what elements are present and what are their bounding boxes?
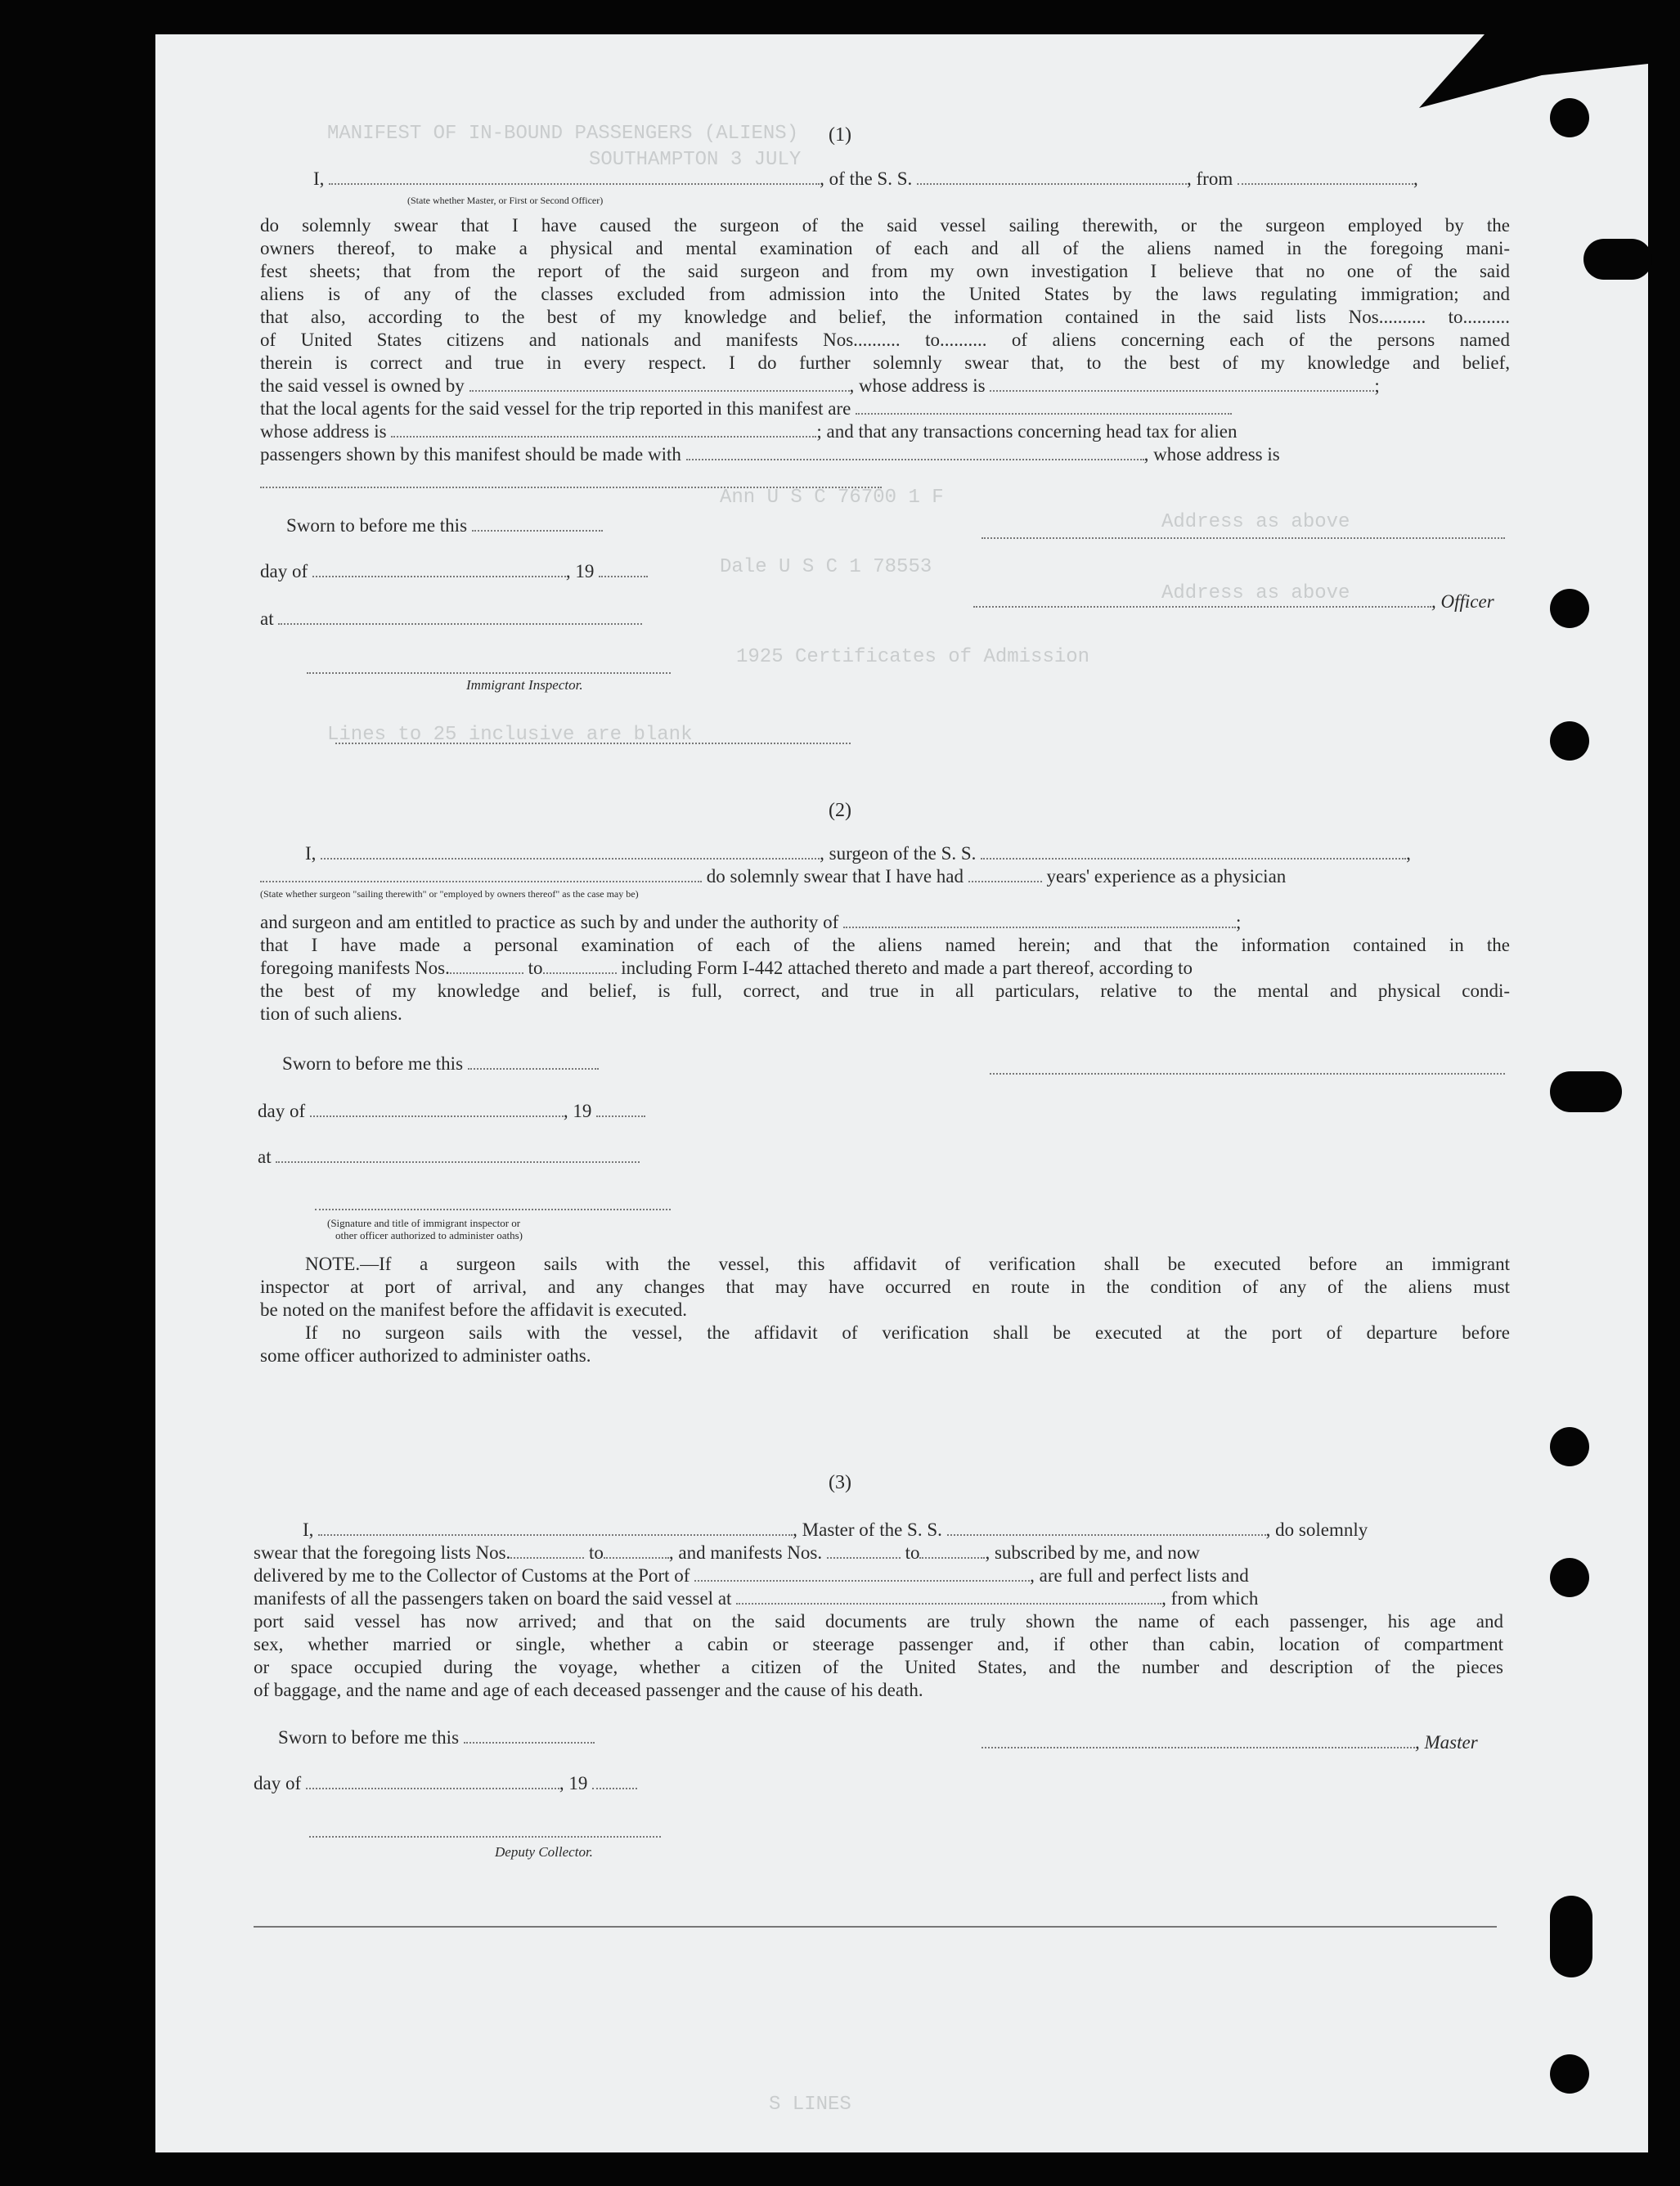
day-of-field[interactable] [306, 1773, 559, 1789]
sworn-date-field[interactable] [472, 515, 603, 532]
body-line: do solemnly swear that I have caused the surgeon of the said vessel sailing therewith, or the surgeon employed by the [260, 215, 1510, 236]
collector-signature-line[interactable] [309, 1836, 661, 1838]
body-line: that also, according to the best of my knowledge and belief, the information contained in the said lists Nos.......... to.......... [260, 307, 1510, 327]
local-agents-field[interactable] [856, 398, 1232, 415]
note-line: be noted on the manifest before the affidavit is executed. [260, 1299, 687, 1320]
surgeon-vessel-field[interactable] [981, 843, 1406, 860]
inspector-signature-line[interactable] [315, 1209, 671, 1210]
note-line: NOTE.—If a surgeon sails with the vessel, this affidavit of verification shall be executed before an immigrant [305, 1254, 1510, 1274]
body-line: aliens is of any of the classes excluded from admission into the United States by the laws regulating immigration; and [260, 284, 1510, 304]
agents-address-field[interactable] [391, 421, 816, 438]
surgeon-line-3: and surgeon and am entitled to practice as such by and under the authority of ; [260, 912, 1242, 932]
vessel-name-field[interactable] [917, 168, 1187, 185]
manifest-to-field[interactable] [543, 958, 617, 974]
punch-hole [1550, 1896, 1592, 1977]
officer-signature-field[interactable] [973, 591, 1431, 608]
body-line: sex, whether married or single, whether a cabin or steerage passenger and, if other than cabin, location of compartment [254, 1634, 1503, 1654]
punch-hole [1550, 1558, 1589, 1597]
bleed-through-row: Address as above [1161, 582, 1350, 604]
day-of-label: day of , 19 [260, 561, 648, 582]
day-of-label: day of , 19 [258, 1101, 645, 1122]
day-of-label: day of , 19 [254, 1773, 637, 1794]
note-line: inspector at port of arrival, and any changes that may have occurred en route in the condition of any of the aliens must [260, 1277, 1510, 1297]
signature-note: other officer authorized to administer oaths) [335, 1229, 523, 1241]
head-tax-address-field[interactable] [260, 487, 882, 488]
surgeon-status-note: (State whether surgeon "sailing therewith" or "employed by owners thereof" as the case may be) [260, 888, 639, 900]
head-tax-contact-field[interactable] [686, 444, 1144, 460]
master-line-3: delivered by me to the Collector of Customs at the Port of , are full and perfect lists and [254, 1565, 1249, 1586]
body-line: of baggage, and the name and age of each deceased passenger and the cause of his death. [254, 1680, 923, 1700]
years-experience-field[interactable] [968, 866, 1042, 882]
section-1-line-1: I, , of the S. S. , from , [313, 168, 1418, 189]
master-signature-line: , Master [981, 1732, 1478, 1753]
manifest-from-field[interactable] [450, 958, 523, 974]
signature-note: (Signature and title of immigrant inspector or [327, 1217, 521, 1229]
master-line-1: I, , Master of the S. S. , do solemnly [303, 1519, 1368, 1540]
lists-to-field[interactable] [604, 1542, 669, 1559]
sworn-date-field[interactable] [464, 1727, 595, 1744]
lists-from-field[interactable] [510, 1542, 584, 1559]
surgeon-line-1: I, , surgeon of the S. S. , [305, 843, 1411, 864]
bottom-rule [254, 1926, 1497, 1928]
punch-hole [1550, 1427, 1589, 1466]
manifests-from-field[interactable] [827, 1542, 901, 1559]
bleed-through-row: Ann U S C 76700 1 F [720, 487, 944, 509]
embark-port-field[interactable] [736, 1588, 1161, 1605]
bleed-through-heading: MANIFEST OF IN-BOUND PASSENGERS (ALIENS) [327, 123, 799, 145]
owner-line: the said vessel is owned by , whose address is ; [260, 375, 1380, 396]
day-of-field[interactable] [312, 561, 566, 577]
year-field[interactable] [592, 1773, 637, 1789]
bleed-through-row: 1925 Certificates of Admission [736, 646, 1090, 668]
master-signature-field[interactable] [981, 1732, 1415, 1748]
body-line: owners thereof, to make a physical and mental examination of each and all of the aliens named in the foregoing mani- [260, 238, 1510, 258]
master-name-field[interactable] [318, 1519, 793, 1536]
at-label: at [258, 1147, 640, 1168]
sworn-label: Sworn to before me this [282, 1053, 599, 1075]
section-3-number: (3) [829, 1472, 851, 1493]
officer-signature-line[interactable] [981, 537, 1505, 539]
bleed-through-row: Lines to 25 inclusive are blank [327, 724, 693, 746]
inspector-signature-line[interactable] [307, 672, 671, 674]
officer-line: , Officer [973, 591, 1494, 613]
body-line: or space occupied during the voyage, whether a citizen of the United States, and the number and description of the pieces [254, 1657, 1503, 1677]
at-place-field[interactable] [276, 1147, 640, 1163]
punch-hole [1550, 589, 1589, 628]
day-of-field[interactable] [310, 1101, 564, 1117]
surgeon-status-field[interactable] [260, 866, 702, 882]
inspector-label: Immigrant Inspector. [466, 677, 583, 693]
collector-label: Deputy Collector. [495, 1844, 593, 1860]
surgeon-name-field[interactable] [321, 843, 820, 860]
body-line: therein is correct and true in every respect. I do further solemnly swear that, to the best of my knowledge and belief, [260, 352, 1510, 373]
owner-address-field[interactable] [990, 375, 1374, 392]
sworn-date-field[interactable] [468, 1053, 599, 1070]
master-vessel-field[interactable] [947, 1519, 1266, 1536]
agents-address-line: whose address is ; and that any transactions concerning head tax for alien [260, 421, 1238, 442]
port-field[interactable] [694, 1565, 1030, 1582]
surgeon-line-5: foregoing manifests Nos. to including Form I-442 attached thereto and made a part thereof, according to [260, 958, 1193, 978]
signature-line[interactable] [335, 743, 851, 744]
section-2-number: (2) [829, 800, 851, 821]
master-line-4: manifests of all the passengers taken on board the said vessel at , from which [254, 1588, 1259, 1609]
bleed-through-footer: S LINES [769, 2094, 851, 2116]
bleed-through-row: Address as above [1161, 511, 1350, 533]
sworn-label: Sworn to before me this [286, 515, 603, 536]
body-line: port said vessel has now arrived; and that on the said documents are truly shown the name of each passenger, his age and [254, 1611, 1503, 1632]
sworn-label: Sworn to before me this [278, 1727, 595, 1748]
punch-hole [1550, 1071, 1622, 1112]
surgeon-signature-line[interactable] [990, 1073, 1505, 1075]
note-line: some officer authorized to administer oaths. [260, 1345, 591, 1366]
master-line-2: swear that the foregoing lists Nos. to , and manifests Nos. to , subscribed by me, and now [254, 1542, 1201, 1563]
year-field[interactable] [599, 561, 648, 577]
body-line: the best of my knowledge and belief, is full, correct, and true in all particulars, relative to the mental and physical condi- [260, 981, 1510, 1001]
bleed-through-row: Dale U S C 1 78553 [720, 556, 932, 578]
owner-name-field[interactable] [469, 375, 850, 392]
punch-hole [1550, 721, 1589, 761]
manifests-to-field[interactable] [919, 1542, 985, 1559]
surgeon-line-2: do solemnly swear that I have had years' experience as a physician [260, 865, 1510, 888]
body-line: fest sheets; that from the report of the said surgeon and from my own investigation I believe that no one of the said [260, 261, 1510, 281]
punch-hole [1550, 2054, 1589, 2094]
master-name-field[interactable] [329, 168, 820, 185]
body-line: of United States citizens and nationals and manifests Nos.......... to.......... of aliens concerning each of the persons named [260, 330, 1510, 350]
year-field[interactable] [596, 1101, 645, 1117]
body-line: that I have made a personal examination of each of the aliens named herein; and that the information contained in the [260, 935, 1510, 955]
departure-port-field[interactable] [1238, 168, 1413, 185]
section-1-number: (1) [829, 124, 851, 146]
agents-line: that the local agents for the said vessel for the trip reported in this manifest are [260, 397, 1510, 420]
punch-hole [1583, 239, 1652, 280]
head-tax-line: passengers shown by this manifest should be made with , whose address is [260, 444, 1280, 465]
at-label: at [260, 608, 642, 630]
officer-rank-note: (State whether Master, or First or Second Officer) [407, 195, 604, 206]
bleed-through-row: SOUTHAMPTON 3 JULY [589, 149, 802, 171]
body-line: tion of such aliens. [260, 1003, 402, 1024]
authority-field[interactable] [843, 912, 1236, 928]
at-place-field[interactable] [278, 608, 642, 625]
note-line: If no surgeon sails with the vessel, the affidavit of verification shall be executed at the port of departure before [305, 1322, 1510, 1343]
